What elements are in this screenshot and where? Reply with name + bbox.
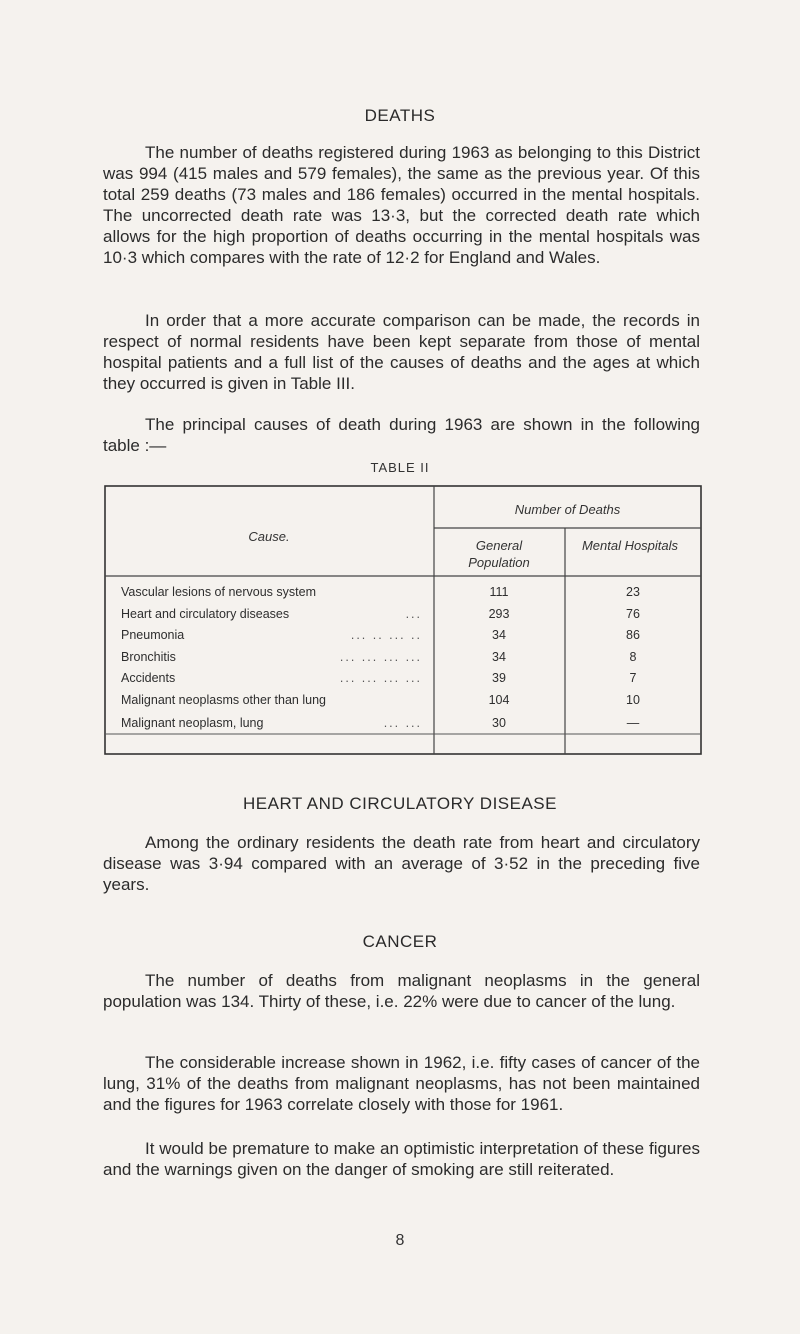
table-row-cause: Accidents bbox=[121, 671, 176, 685]
table-row-leader-dots: ... ... bbox=[383, 716, 422, 730]
deaths-heading: DEATHS bbox=[364, 106, 436, 125]
table-row-general-population: 111 bbox=[489, 585, 509, 599]
table-row-general-population: 34 bbox=[492, 649, 506, 664]
header-cause: Cause. bbox=[248, 529, 290, 544]
table-row-mental-hospitals: 10 bbox=[626, 692, 640, 707]
cancer-paragraph-3: It would be premature to make an optimistic interpretation of these figures and the warnings given on the danger of smoking are still reiterated. bbox=[103, 1139, 700, 1179]
table-row-leader-dots: ... ... ... ... bbox=[339, 671, 422, 685]
causes-of-death-table bbox=[104, 485, 702, 756]
header-mental-hospitals: Mental Hospitals bbox=[581, 538, 679, 553]
table-title: TABLE II bbox=[370, 460, 430, 475]
table-row-mental-hospitals: 76 bbox=[626, 606, 640, 621]
header-general-population: General Population bbox=[468, 538, 530, 570]
table-row-cause: Pneumonia bbox=[121, 628, 185, 642]
cancer-paragraph-2: The considerable increase shown in 1962, i.e. fifty cases of cancer of the lung, 31% of the deaths from malignant neoplasms, has not been maintained and the figures for 1963 correlate closely with those for 1961. bbox=[103, 1053, 700, 1114]
heart-paragraph-1: Among the ordinary residents the death rate from heart and circulatory disease was 3·94 compared with an average of 3·52 in the preceding five years. bbox=[103, 833, 700, 894]
table-row-leader-dots: ... bbox=[405, 606, 422, 621]
table-row-cause: Heart and circulatory diseases bbox=[121, 606, 290, 621]
heart-heading: HEART AND CIRCULATORY DISEASE bbox=[243, 794, 557, 813]
page-number: 8 bbox=[395, 1232, 405, 1249]
table-row-leader-dots: ... .. ... .. bbox=[350, 628, 422, 642]
table-row-cause: Malignant neoplasms other than lung bbox=[121, 692, 326, 707]
table-row-cause: Bronchitis bbox=[121, 649, 176, 664]
table-row-leader-dots: ... ... ... ... bbox=[339, 649, 422, 664]
deaths-paragraph-3: The principal causes of death during 1963 are shown in the following table :— bbox=[103, 415, 700, 455]
table-row-general-population: 34 bbox=[492, 628, 506, 642]
table-row-cause: Malignant neoplasm, lung bbox=[121, 716, 264, 730]
cancer-heading: CANCER bbox=[362, 932, 438, 951]
table-row-mental-hospitals: 7 bbox=[629, 671, 637, 685]
table-row-mental-hospitals: 23 bbox=[626, 585, 640, 599]
table-row-cause: Vascular lesions of nervous system bbox=[121, 585, 316, 599]
table-row-general-population: 293 bbox=[488, 606, 510, 621]
table-row-general-population: 39 bbox=[492, 671, 506, 685]
header-number-of-deaths: Number of Deaths bbox=[514, 502, 621, 517]
table-row-mental-hospitals: — bbox=[626, 716, 640, 730]
table-row-general-population: 30 bbox=[492, 716, 506, 730]
cancer-paragraph-1: The number of deaths from malignant neoplasms in the general population was 134. Thirty of these, i.e. 22% were due to cancer of the lung. bbox=[103, 971, 700, 1011]
table-row-general-population: 104 bbox=[488, 692, 510, 707]
deaths-paragraph-1: The number of deaths registered during 1963 as belonging to this District was 994 (415 males and 579 females), the same as the previous year. Of this total 259 deaths (73 males and 186 females) occurred in the mental hospitals. The uncorrected death rate was 13·3, but the corrected death rate which allows for the high proportion of deaths occurring in the mental hospitals was 10·3 which compares with the rate of 12·2 for England and Wales. bbox=[103, 143, 700, 267]
table-row-mental-hospitals: 86 bbox=[626, 628, 640, 642]
deaths-paragraph-2: In order that a more accurate comparison can be made, the records in respect of normal residents have been kept separate from those of mental hospital patients and a full list of the causes of deaths and the ages at which they occurred is given in Table III. bbox=[103, 311, 700, 393]
table-row-mental-hospitals: 8 bbox=[629, 649, 637, 664]
